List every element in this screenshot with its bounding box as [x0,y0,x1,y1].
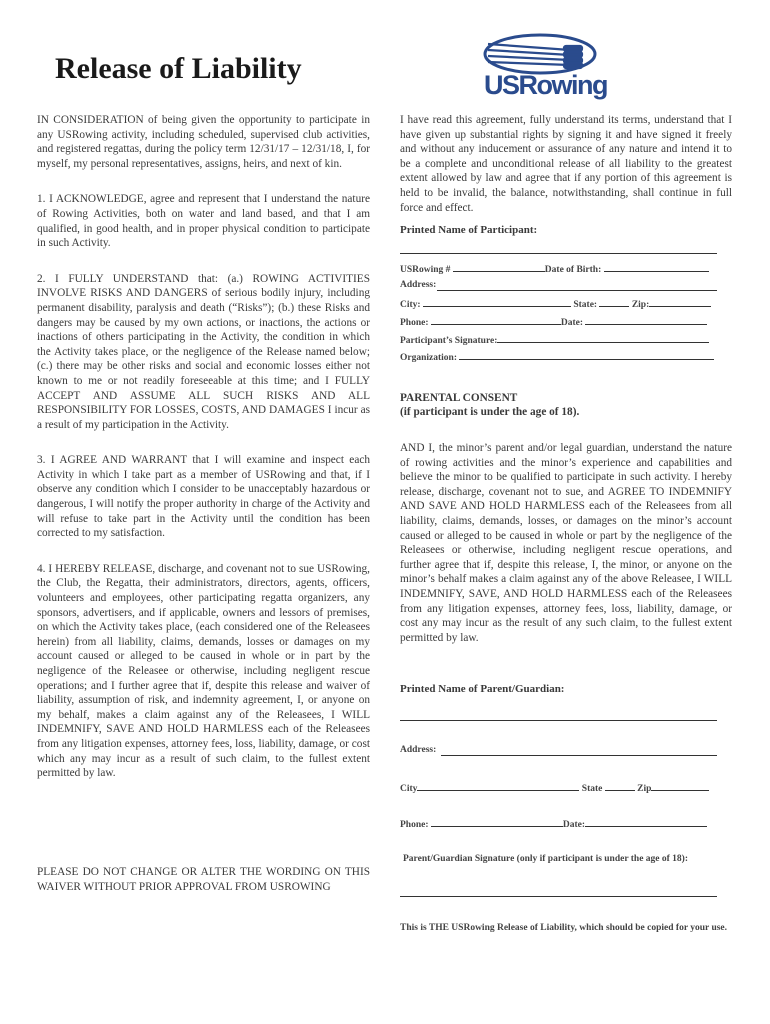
usrowing-number-field[interactable] [453,262,545,272]
guardian-phone-field[interactable] [431,817,563,827]
document-title: Release of Liability [55,52,302,85]
zip-field[interactable] [649,297,711,307]
guardian-zip-label: Zip [637,784,652,794]
phone-label: Phone: [400,318,429,328]
footer-note: This is THE USRowing Release of Liability, which should be copied for your use. [400,923,728,933]
usrowing-number-label: USRowing # [400,265,451,275]
participant-address-label: Address: [400,280,437,290]
zip-label: Zip: [631,300,650,310]
guardian-city-label: City [400,784,418,794]
guardian-name-label: Printed Name of Parent/Guardian: [400,683,565,695]
participant-name-field[interactable] [400,243,717,254]
city-field[interactable] [423,297,571,307]
guardian-city-field[interactable] [417,781,579,791]
guardian-state-field[interactable] [605,781,635,791]
understand-paragraph: 2. I FULLY UNDERSTAND that: (a.) ROWING ACTIVITIES INVOLVE RISKS AND DANGERS of serious bodily injury, including permanent disability, paralysis and death (“Risks”); (b.) these Risks and dangers may be caused by my own actions, or inactions, the actions or inactions of others participating in the Activity, the condition in which the Activity takes place, or the negligence of the Release named below; (c.) there may be other risks and social and economic losses either not known to me or not readily foreseeable at this time; and I FULLY ACCEPT AND ASSUME ALL SUCH RISKS AND ALL RESPONSIBILITY FOR LOSSES, COSTS, AND DAMAGES I incur as a result of my participation in the Activity. [37,272,370,431]
dob-label: Date of Birth: [544,265,602,275]
participant-address-field[interactable] [437,280,717,291]
participant-city-row [400,297,711,310]
agreement-statement: I have read this agreement, fully understand its terms, understand that I have given up substantial rights by signing it and have signed it freely and without any inducement or assurance of any nature and intend it to be a complete and unconditional release of all liability to the greatest extent allowed by law and agree that if any portion of this agreement is held to be invalid, the balance, notwithstanding, shall continue in full force and effect. [400,114,732,214]
guardian-phone-row [400,817,707,830]
acknowledge-paragraph: 1. I ACKNOWLEDGE, agree and represent that I understand the nature of Rowing Activities, both on water and land based, and that I am qualified, in good health, and in proper physical condition to participate in such Activity. [37,193,370,250]
participant-name-label: Printed Name of Participant: [400,224,538,236]
state-label: State: [573,300,598,310]
release-paragraph: 4. I HEREBY RELEASE, discharge, and covenant not to sue USRowing, the Club, the Regatta, their administrators, directors, agents, officers, volunteers and employees, other participating regatta organizers, any sponsors, advertisers, and if applicable, owners and lessors of premises, on which the Activity takes place, (each considered one of the Releasees herein) from all liability, claims, demands, losses or damages on my account caused or alleged to be caused in whole or in part by the negligence of the Releasee or otherwise, including negligent rescue operations; and I further agree that if, despite this release and waiver of liability, assumption of risk, and indemnity agreement, I, or anyone on my behalf, makes a claim against any of the Releasees, I WILL INDEMNIFY, SAVE AND HOLD HARMLESS each of the Releasees from any litigation expenses, attorney fees, loss, liability, damage, or cost which any may incur as a result of such claim, to the fullest extent permitted by law. [37,562,370,780]
guardian-name-field[interactable] [400,710,717,721]
guardian-date-field[interactable] [585,817,707,827]
parental-heading: PARENTAL CONSENT [400,392,518,404]
parental-consent-heading [400,391,732,419]
city-label: City: [400,300,421,310]
logo-wordmark: USRowing [484,70,607,100]
wording-warning: PLEASE DO NOT CHANGE OR ALTER THE WORDING ON THIS WAIVER WITHOUT PRIOR APPROVAL FROM USROWING [37,866,370,893]
usrowing-number-row [400,262,709,275]
usrowing-logo [478,30,607,106]
guardian-zip-field[interactable] [651,781,709,791]
organization-label: Organization: [400,353,457,363]
organization-field[interactable] [459,350,714,360]
guardian-date-label: Date: [562,820,586,830]
signature-label: Participant’s Signature: [400,336,498,346]
guardian-phone-label: Phone: [400,820,429,830]
organization-row [400,350,714,363]
release-terms [37,113,370,802]
guardian-signature-label: Parent/Guardian Signature (only if participant is under the age of 18): [403,854,689,864]
signature-field[interactable] [497,333,709,343]
guardian-city-row [400,781,709,794]
guardian-address-label: Address: [400,745,437,755]
parental-consent-text: AND I, the minor’s parent and/or legal guardian, understand the nature of rowing activities and the minor’s experience and capabilities and believe the minor to be qualified to participate in such activity. I hereby release, discharge, covenant not to sue, and AGREE TO INDEMNIFY AND SAVE AND HOLD HARMLESS each of the Releasees from all liability, claims, demands, losses, or damages on the minor’s account caused or alleged to be caused in whole or part by the negligence of the Releasees or otherwise, including negligent rescue operations, and further agree that if, despite this release, I, the minor, or anyone on the minor’s behalf makes a claim against any of the above Releasee, I WILL INDEMNIFY, SAVE, AND HOLD HARMLESS each of the Releasees from any litigation expenses, attorney fees, loss, liability, damage, or cost any may incur as the result of any such claim, to the fullest extent permitted by law. [400,442,732,644]
guardian-signature-field[interactable] [400,886,717,897]
parental-subheading: (if participant is under the age of 18). [400,406,580,418]
participant-phone-row [400,315,707,328]
participant-signature-row [400,333,709,346]
guardian-state-label: State [581,784,603,794]
dob-field[interactable] [604,262,709,272]
consideration-paragraph: IN CONSIDERATION of being given the opportunity to participate in any USRowing activity, including scheduled, supervised club activities, and registered regattas, during the policy term 12/31/17 – 12/31/18, I, for myself, my personal representatives, assigns, heirs, and next of kin. [37,114,370,170]
state-field[interactable] [599,297,629,307]
phone-field[interactable] [431,315,561,325]
warrant-paragraph: 3. I AGREE AND WARRANT that I will examine and inspect each Activity in which I take part as a member of USRowing and that, if I observe any condition which I consider to be unacceptably hazardous or dangerous, I will notify the proper authority in charge of the Activity and will refuse to take part in the Activity until the condition has been corrected to my satisfaction. [37,454,370,540]
guardian-address-field[interactable] [441,745,717,756]
date-label: Date: [560,318,584,328]
date-field[interactable] [585,315,707,325]
